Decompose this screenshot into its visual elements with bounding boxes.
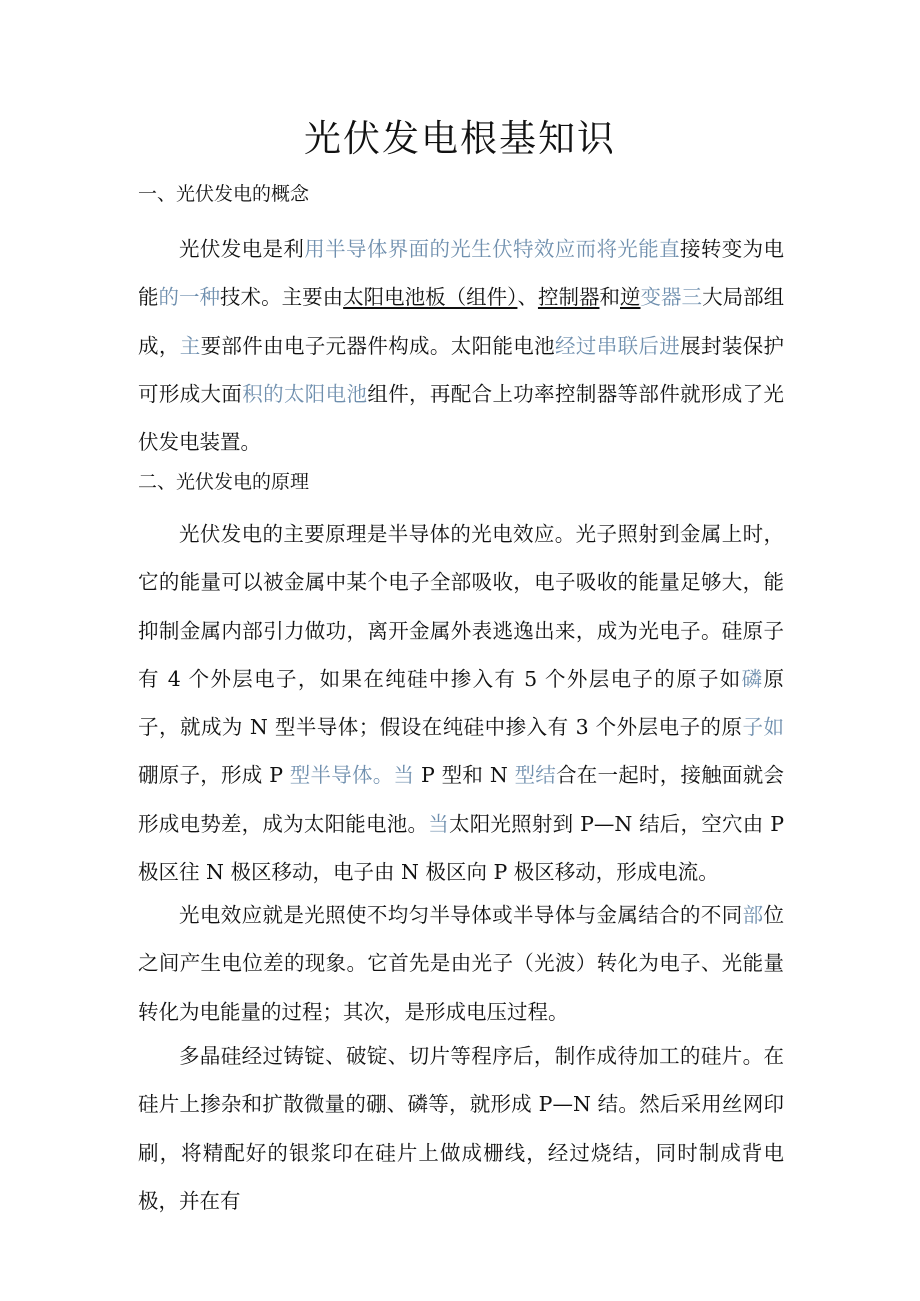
- paragraph-concept: [138, 225, 784, 466]
- underlined-term-controller: 控制器: [537, 285, 600, 310]
- text-run: P 型和 N: [414, 763, 515, 788]
- text-run: 合在一起时，接触面就会形成电势差，成为太阳能电池。: [138, 763, 785, 836]
- highlighted-text: 型结: [514, 763, 557, 788]
- highlighted-text: 变器: [640, 285, 682, 310]
- paragraph-principle: [138, 510, 784, 896]
- highlighted-text: 子如: [742, 715, 784, 740]
- text-run: 展封装保护可形成大面: [138, 333, 785, 406]
- text-run: 和: [599, 285, 620, 310]
- text-run: 光伏发电的主要原理是半导体的光电效应。光子照射到金属上时，它的能量可以被金属中某个电子全部吸收，电子吸收的能量足够大，能抑制金属内部引力做功，离开金属外表逃逸出来，成为光电子。硅原子有 4 个外层电子，如果在纯硅中掺入有 5 个外层电子的原子如: [138, 522, 784, 691]
- highlighted-text: 型半导体。当: [289, 763, 415, 788]
- highlighted-text: 积的太阳电池: [242, 381, 368, 406]
- text-run: 位之间产生电位差的现象。它首先是由光子（光波）转化为电子、光能量转化为电能量的过程；其次，是形成电压过程。: [138, 903, 784, 1024]
- text-run: 硼原子，形成 P: [138, 763, 290, 788]
- highlighted-text: 用半导体界面的光生伏特效应而将光能直: [304, 237, 680, 261]
- paragraph-photoelectric-effect: [138, 891, 784, 1036]
- paragraph-polysilicon: [138, 1032, 784, 1225]
- highlighted-text: 主: [179, 333, 201, 358]
- text-run: 组件，再配合上功率控制器等部件就形成了光伏发电装置。: [138, 381, 785, 455]
- section-heading-concept: 一、光伏发电的概念: [138, 183, 310, 205]
- page-title: 光伏发电根基知识: [304, 117, 616, 160]
- highlighted-text: 磷: [741, 666, 764, 691]
- underlined-term-inverter: 逆: [620, 285, 641, 310]
- text-run: 多晶硅经过铸锭、破锭、切片等程序后，制作成待加工的硅片。在硅片上掺杂和扩散微量的硼、磷等，就形成 P—N 结。然后采用丝网印刷，将精配好的银浆印在硅片上做成栅线，经过烧结，同时制成背电极，并在有: [138, 1044, 784, 1213]
- text-run: 太阳光照射到 P—N 结后，空穴由 P 极区往 N 极区移动，电子由 N 极区向 P 极区移动，形成电流。: [138, 811, 785, 885]
- text-run: 光伏发电是利: [179, 237, 305, 261]
- text-run: 光电效应就是光照使不均匀半导体或半导体与金属结合的不同: [179, 903, 743, 927]
- text-run: 要部件由电子元器件构成。太阳能电池: [200, 333, 556, 358]
- highlighted-text: 当: [428, 811, 449, 836]
- section-heading-principle: 二、光伏发电的原理: [138, 471, 310, 493]
- text-run: 大局部组成，: [138, 285, 785, 358]
- highlighted-text: 的一种: [158, 285, 221, 310]
- underlined-term-solar-panel: 太阳电池板（组件）: [343, 285, 518, 310]
- text-run: 、: [517, 285, 538, 310]
- highlighted-text: 三: [681, 285, 703, 310]
- text-run: 原子，就成为 N 型半导体；假设在纯硅中掺入有 3 个外层电子的原: [138, 666, 785, 740]
- highlighted-text: 部: [742, 903, 764, 927]
- text-run: 接转变为电能: [138, 237, 784, 310]
- highlighted-text: 经过串联后进: [555, 333, 681, 358]
- text-run: 技术。主要由: [220, 285, 344, 310]
